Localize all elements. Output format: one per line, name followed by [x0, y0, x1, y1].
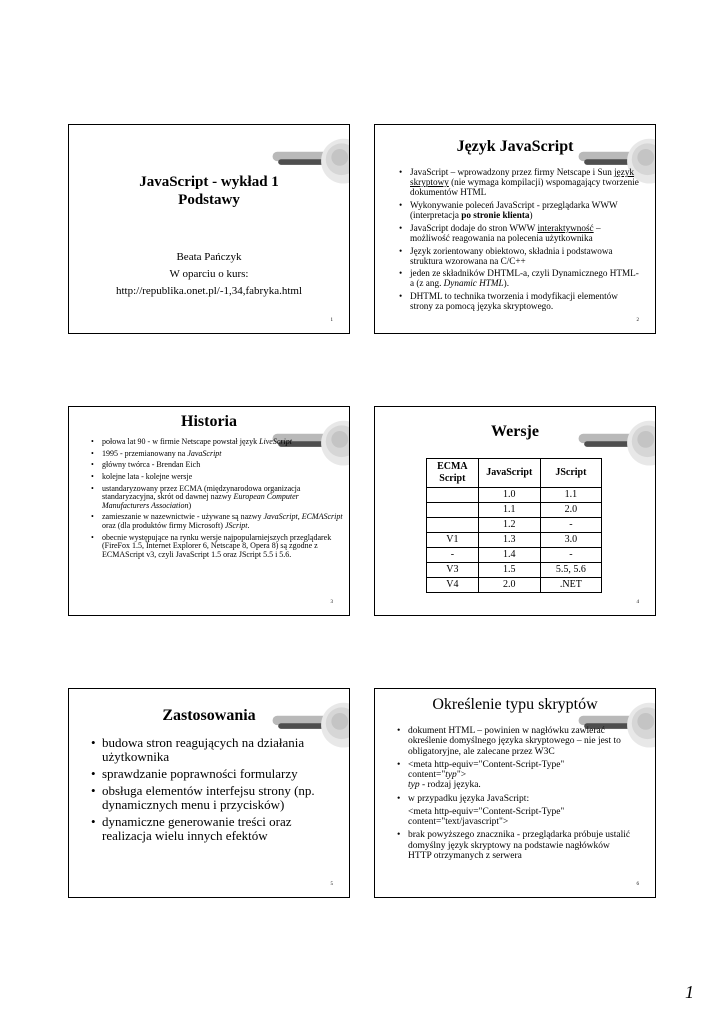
slide-1-author: Beata Pańczyk W oparciu o kurs: http://republika.onet.pl/-1,34,fabryka.html: [69, 249, 349, 300]
slide-3-title: Historia: [181, 413, 237, 430]
slide-5-title: Zastosowania: [162, 707, 256, 724]
slide-2: [374, 124, 656, 334]
slide-number: 1: [330, 318, 333, 323]
list-item: • Wykonywanie poleceń JavaScript - przeglądarka WWW (interpretacja po stronie klienta): [399, 201, 639, 221]
slide-1: [68, 124, 350, 334]
slide-5-bullets: [91, 736, 335, 846]
header-cell: JavaScript: [478, 459, 540, 488]
list-item: • DHTML to technika tworzenia i modyfikacji elementów strony za pomocą języka skryptowego.: [399, 292, 639, 312]
list-item: • jeden ze składników DHTML-a, czyli Dynamicznego HTML-a (z ang. Dynamic HTML).: [399, 269, 639, 289]
slide-3: [68, 406, 350, 616]
header-cell: ECMA Script: [427, 459, 479, 488]
slide-1-title: JavaScript - wykład 1 Podstawy: [139, 174, 279, 208]
slide-5: [68, 688, 350, 898]
slide-6: [374, 688, 656, 898]
course-url: http://republika.onet.pl/-1,34,fabryka.html: [115, 285, 303, 297]
page-number: 1: [685, 982, 694, 1002]
list-item: • zamieszanie w nazewnictwie - używane są nazwy JavaScript, ECMAScript oraz (dla produktów firmy Microsoft) JScript.: [91, 513, 343, 530]
list-item: • dokument HTML – powinien w nagłówku zawierać określenie domyślnego języka skryptowego – nie jest to obligatoryjne, ale zalecane przez W3C: [397, 726, 633, 757]
list-item: • obsługa elementów interfejsu strony (np. dynamicznych menu i przycisków): [91, 784, 335, 812]
slide-number: 2: [636, 318, 639, 323]
list-item: • Język zorientowany obiektowo, składnia i podstawowa struktura wzorowana na C/C++: [399, 247, 639, 267]
list-item: • JavaScript dodaje do stron WWW interaktywność – możliwość reagowania na polecenia użytkownika: [399, 224, 639, 244]
list-item: • JavaScript – wprowadzony przez firmy Netscape i Sun język skryptowy (nie wymaga kompilacji) wspomagający tworzenie dokumentów HTML: [399, 168, 639, 198]
list-item: • budowa stron reagujących na działania użytkownika: [91, 736, 335, 764]
list-item: • sprawdzanie poprawności formularzy: [91, 767, 335, 781]
slide-2-title: Język JavaScript: [456, 138, 574, 155]
slide-4: [374, 406, 656, 616]
slide-2-bullets: [399, 168, 639, 315]
slide-6-bullets: [397, 726, 633, 864]
table-row: V3 1.5 5.5, 5.6: [427, 563, 602, 578]
list-item: • brak powyższego znacznika - przeglądarka próbuje ustalić domyślny język skryptowy na podstawie nagłówków HTTP otrzymanych z serwera: [397, 830, 633, 861]
slide-4-title: Wersje: [491, 423, 539, 440]
slide-number: 3: [330, 600, 333, 605]
table-row: V4 2.0 .NET: [427, 578, 602, 593]
list-item: • ustandaryzowany przez ECMA (międzynarodowa organizacja standaryzacyjna, skrót od dawnej nazwy European Computer Manufacturers Association): [91, 485, 343, 511]
slide-3-bullets: [91, 438, 343, 563]
list-item: • połowa lat 90 - w firmie Netscape powstał język LiveScript: [91, 438, 343, 447]
list-item: • dynamiczne generowanie treści oraz realizacja wielu innych efektów: [91, 815, 335, 843]
table-row: 1.1 2.0: [427, 503, 602, 518]
table-row: - 1.4 -: [427, 548, 602, 563]
versions-table: [426, 458, 602, 593]
list-item: • <meta http-equiv="Content-Script-Type" content="typ"> typ - rodzaj języka.: [397, 760, 633, 791]
list-item: • 1995 - przemianowany na JavaScript: [91, 450, 343, 459]
table-row: 1.0 1.1: [427, 488, 602, 503]
slide-number: 4: [636, 600, 639, 605]
header-cell: JScript: [540, 459, 601, 488]
slide-number: 5: [330, 882, 333, 887]
list-item: • obecnie występujące na rynku wersje najpopularniejszych przeglądarek (FireFox 1.5, Internet Explorer 6, Netscape 8, Opera 8) są zgodne z ECMAScript v3, czyli JavaScript 1.5 oraz JScript 5.5 i 5.6.: [91, 534, 343, 560]
code-sample: <meta http-equiv="Content-Script-Type" content="text/javascript">: [408, 806, 565, 827]
list-item: • w przypadku języka JavaScript: <meta http-equiv="Content-Script-Type" content="text/javascript">: [397, 794, 633, 828]
list-item: • kolejne lata - kolejne wersje: [91, 473, 343, 482]
slide-number: 6: [636, 882, 639, 887]
table-row: 1.2 -: [427, 518, 602, 533]
table-header-row: [427, 459, 602, 488]
slide-6-title: Określenie typu skryptów: [432, 696, 598, 713]
table-row: V1 1.3 3.0: [427, 533, 602, 548]
list-item: • główny twórca - Brendan Eich: [91, 461, 343, 470]
